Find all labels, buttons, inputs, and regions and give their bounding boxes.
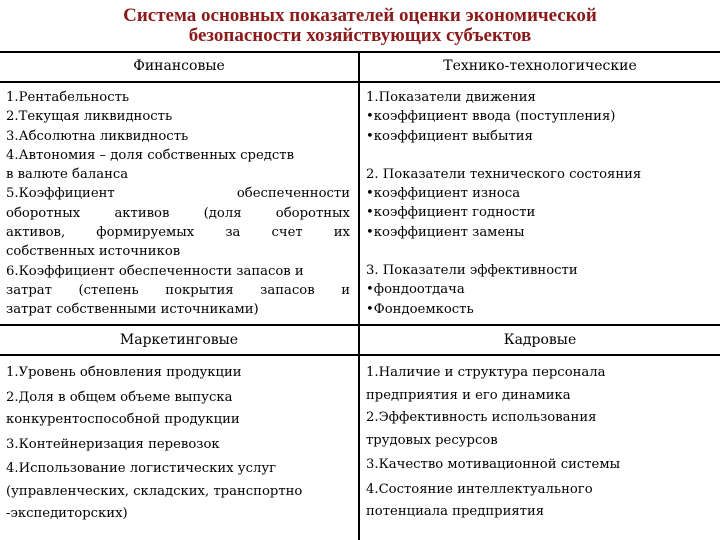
list-item: 1.Уровень обновления продукции [6, 365, 242, 380]
list-item: собственных источников [6, 244, 181, 260]
list-item: •коэффициент выбытия [366, 128, 533, 144]
list-item: 1.Рентабельность [6, 90, 130, 105]
table-top-border [0, 51, 720, 53]
list-item: (управленческих, складских, транспортно [6, 483, 303, 499]
list-item: 1.Наличие и структура персонала [366, 365, 606, 380]
title-line-2: безопасности хозяйствующих субъектов [188, 25, 532, 46]
list-item: в валюте баланса [6, 167, 129, 183]
list-item: 4.Состояние интеллектуального [366, 481, 593, 497]
list-item: •коэффициент износа [366, 186, 521, 202]
column-divider [358, 51, 360, 540]
page-title [0, 6, 720, 46]
marketing-cell [6, 362, 354, 526]
list-item: •коэффициент ввода (поступления) [366, 109, 616, 125]
header-financial: Финансовые [133, 58, 225, 74]
list-item: 3.Контейнеризация перевозок [6, 436, 220, 452]
list-item: затрат (степень покрытия запасов и [6, 282, 350, 298]
list-item: потенциала предприятия [366, 504, 545, 519]
list-item: 3. Показатели эффективности [366, 263, 578, 279]
list-item: трудовых ресурсов [366, 432, 498, 448]
header-personnel: Кадровые [503, 332, 577, 348]
list-item: •коэффициент замены [366, 224, 525, 240]
list-item: конкурентоспособной продукции [6, 412, 240, 427]
list-item: активов, формируемых за счет их [6, 225, 350, 241]
list-item: 3.Абсолютна ликвидность [6, 128, 189, 144]
personnel-cell [366, 362, 716, 524]
list-item: 6.Коэффициент обеспеченности запасов и [6, 263, 304, 279]
header-divider-top [0, 81, 720, 83]
list-item: 2.Эффективность использования [366, 410, 597, 425]
list-item: 5.Коэффициент обеспеченности [6, 186, 350, 202]
section-divider [0, 324, 720, 326]
list-item: 4.Использование логистических услуг [6, 461, 276, 476]
list-item: 4.Автономия – доля собственных средств [6, 147, 294, 163]
financial-cell [6, 88, 350, 320]
list-item: 2.Текущая ликвидность [6, 109, 173, 125]
list-item: 2. Показатели технического состояния [366, 166, 642, 182]
header-marketing: Маркетинговые [119, 332, 239, 348]
list-item: затрат собственными источниками) [6, 302, 259, 318]
list-item: -экспедиторских) [6, 506, 128, 521]
indicators-table [0, 51, 720, 540]
list-item: •Фондоемкость [366, 301, 474, 317]
list-item: 2.Доля в общем объеме выпуска [6, 389, 233, 405]
spacer [366, 242, 716, 261]
header-divider-bottom [0, 354, 720, 356]
title-line-1: Система основных показателей оценки экономической [123, 5, 597, 26]
spacer [366, 146, 716, 165]
technical-cell [366, 88, 716, 319]
list-item: оборотных активов (доля оборотных [6, 205, 350, 221]
list-item: 1.Показатели движения [366, 90, 536, 105]
list-item: •коэффициент годности [366, 205, 536, 221]
list-item: предприятия и его динамика [366, 387, 571, 403]
header-technical: Технико-технологические [443, 58, 637, 74]
list-item: 3.Качество мотивационной системы [366, 457, 621, 472]
list-item: •фондоотдача [366, 282, 465, 298]
